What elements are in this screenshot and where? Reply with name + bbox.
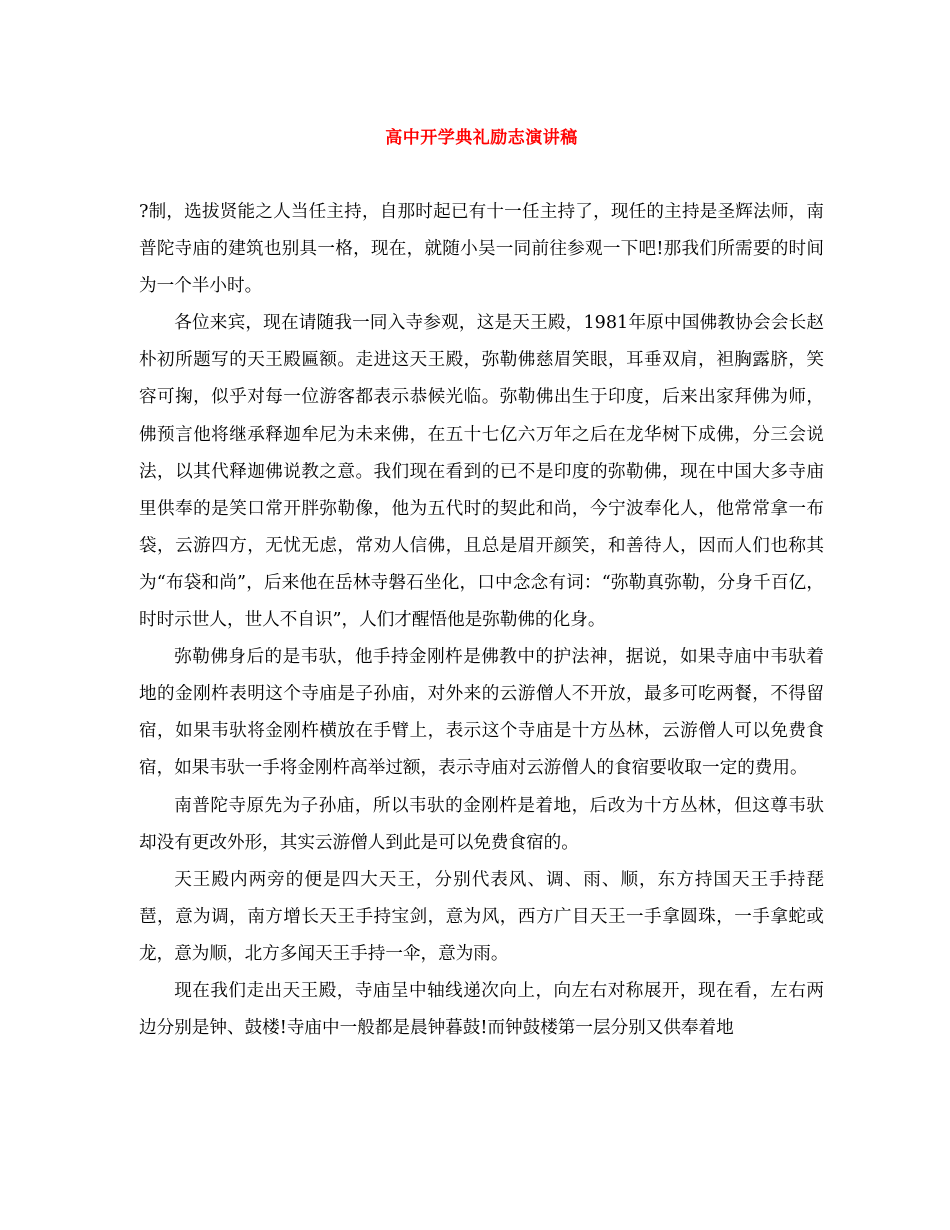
document-title: 高中开学典礼励志演讲稿 xyxy=(385,128,578,148)
paragraph-3: 弥勒佛身后的是韦驮，他手持金刚杵是佛教中的护法神，据说，如果寺庙中韦驮着地的金刚杵表明这个寺庙是子孙庙，对外来的云游僧人不开放，最多可吃两餐，不得留宿，如果韦驮将金刚杵横放在手臂上，表示这个寺庙是十方丛林，云游僧人可以免费食宿，如果韦驮一手将金刚杵高举过额，表示寺庙对云游僧人的食宿要收取一定的费用。 xyxy=(139,647,824,779)
paragraph-5: 天王殿内两旁的便是四大天王，分别代表风、调、雨、顺，东方持国天王手持琵琶，意为调，南方增长天王手持宝剑，意为风，西方广目天王一手拿圆珠，一手拿蛇或龙，意为顺，北方多闻天王手持一伞，意为雨。 xyxy=(139,869,824,964)
document-body xyxy=(139,194,824,1047)
paragraph-4: 南普陀寺原先为子孙庙，所以韦驮的金刚杵是着地，后改为十方丛林，但这尊韦驮却没有更改外形，其实云游僧人到此是可以免费食宿的。 xyxy=(139,795,824,853)
paragraph-6: 现在我们走出天王殿，寺庙呈中轴线递次向上，向左右对称展开，现在看，左右两边分别是钟、鼓楼!寺庙中一般都是晨钟暮鼓!而钟鼓楼第一层分别又供奉着地 xyxy=(139,980,824,1039)
paragraph-1: ?制，选拔贤能之人当任主持，自那时起已有十一任主持了，现任的主持是圣辉法师，南普陀寺庙的建筑也别具一格，现在，就随小吴一同前往参观一下吧!那我们所需要的时间为一个半小时。 xyxy=(139,202,824,297)
paragraph-2: 各位来宾，现在请随我一同入寺参观，这是天王殿，1981年原中国佛教协会会长赵朴初所题写的天王殿匾额。走进这天王殿，弥勒佛慈眉笑眼，耳垂双肩，袒胸露脐，笑容可掬，似乎对每一位游客都表示恭候光临。弥勒佛出生于印度，后来出家拜佛为师，佛预言他将继承释迦牟尼为未来佛，在五十七亿六万年之后在龙华树下成佛，分三会说法，以其代释迦佛说教之意。我们现在看到的已不是印度的弥勒佛，现在中国大多寺庙里供奉的是笑口常开胖弥勒像，他为五代时的契此和尚，今宁波奉化人，他常常拿一布袋，云游四方，无忧无虑，常劝人信佛，且总是眉开颜笑，和善待人，因而人们也称其为“布袋和尚”，后来他在岳林寺磐石坐化，口中念念有词：“弥勒真弥勒，分身千百亿，时时示世人，世人不自识”，人们才醒悟他是弥勒佛的化身。 xyxy=(139,313,824,631)
